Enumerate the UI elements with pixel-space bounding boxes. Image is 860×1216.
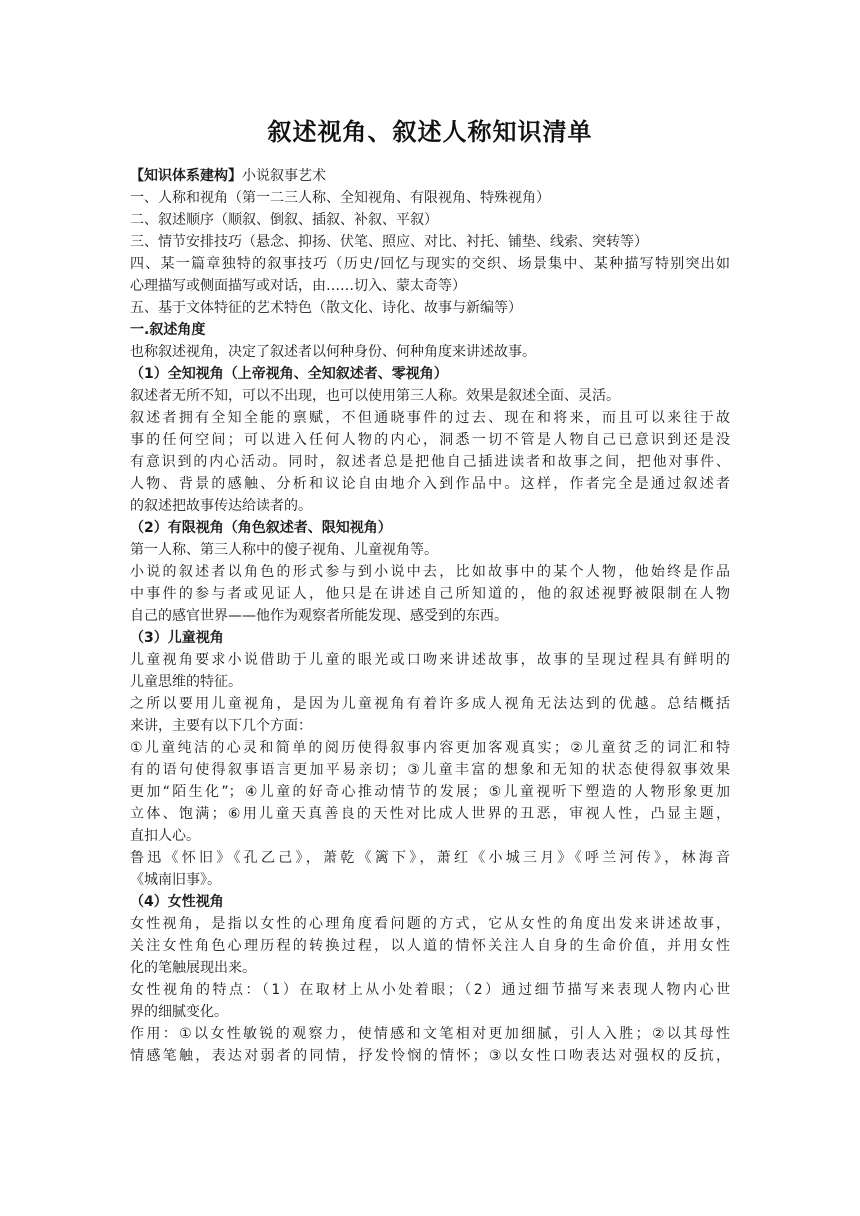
female-line: 情感笔触，表达对弱者的同情，抒发怜悯的情怀；③以女性口吻表达对强权的反抗， [130, 1048, 730, 1064]
outline-item: 心理描写或侧面描写或对话，由……切入、蒙太奇等） [130, 278, 466, 294]
document-body [130, 165, 730, 1067]
limited-line: 自己的感官世界——他作为观察者所能发现、感受到的东西。 [130, 608, 508, 624]
child-line: 更加“陌生化”；④儿童的好奇心推动情节的发展；⑤儿童视听下塑造的人物形象更加 [130, 784, 730, 800]
omniscient-line: 事的任何空间；可以进入任何人物的内心，洞悉一切不管是人物自己已意识到还是没 [130, 432, 730, 448]
female-line: 界的细腻变化。 [130, 1004, 228, 1020]
omniscient-line: 叙述者拥有全知全能的禀赋，不但通晓事件的过去、现在和将来，而且可以来往于故 [130, 410, 730, 426]
omniscient-heading: （1）全知视角（上帝视角、全知叙述者、零视角） [130, 366, 448, 382]
omniscient-line: 有意识到的内心活动。同时，叙述者总是把他自己插进读者和故事之间，把他对事件、 [130, 454, 730, 470]
child-line: 儿童思维的特征。 [130, 674, 242, 690]
intro-line [130, 165, 730, 187]
female-line: 关注女性角色心理历程的转换过程，以人道的情怀关注人自身的生命价值，并用女性 [130, 938, 730, 954]
limited-line: 中事件的参与者或见证人，他只是在讲述自己所知道的，他的叙述视野被限制在人物 [130, 586, 730, 602]
child-line: 直扣人心。 [130, 828, 200, 844]
limited-line: 第一人称、第三人称中的傻子视角、儿童视角等。 [130, 542, 438, 558]
female-line: 化的笔触展现出来。 [130, 960, 256, 976]
child-line: 儿童视角要求小说借助于儿童的眼光或口吻来讲述故事，故事的呈现过程具有鲜明的 [130, 652, 730, 668]
omniscient-line: 人物、背景的感触、分析和议论自由地介入到作品中。这样，作者完全是通过叙述者 [130, 476, 730, 492]
child-line: ①儿童纯洁的心灵和简单的阅历使得叙事内容更加客观真实；②儿童贫乏的词汇和特 [130, 740, 730, 756]
outline-item: 一、人称和视角（第一二三人称、全知视角、有限视角、特殊视角） [130, 190, 550, 206]
document-title: 叙述视角、叙述人称知识清单 [267, 118, 593, 146]
section-definition: 也称叙述视角，决定了叙述者以何种身份、何种角度来讲述故事。 [130, 344, 536, 360]
omniscient-line: 的叙述把故事传达给读者的。 [130, 498, 312, 514]
child-line: 之所以要用儿童视角，是因为儿童视角有着许多成人视角无法达到的优越。总结概括 [130, 696, 730, 712]
child-line: 立体、饱满；⑥用儿童天真善良的天性对比成人世界的丑恶，审视人性，凸显主题， [130, 806, 730, 822]
limited-line: 小说的叙述者以角色的形式参与到小说中去，比如故事中的某个人物，他始终是作品 [130, 564, 730, 580]
child-line: 来讲，主要有以下几个方面： [130, 718, 312, 734]
child-heading: （3）儿童视角 [130, 630, 224, 646]
female-line: 作用：①以女性敏锐的观察力，使情感和文笔相对更加细腻，引人入胜；②以其母性 [130, 1026, 730, 1042]
female-line: 女性视角的特点：（1）在取材上从小处着眼；（2）通过细节描写来表现人物内心世 [130, 982, 730, 998]
intro-text: 小说叙事艺术 [242, 168, 326, 184]
intro-label: 【知识体系建构】 [130, 168, 242, 184]
omniscient-line: 叙述者无所不知，可以不出现，也可以使用第三人称。效果是叙述全面、灵活。 [130, 388, 620, 404]
section-heading: 一.叙述角度 [130, 322, 206, 338]
female-heading: （4）女性视角 [130, 894, 224, 910]
female-line: 女性视角，是指以女性的心理角度看问题的方式，它从女性的角度出发来讲述故事， [130, 916, 730, 932]
outline-item: 二、叙述顺序（顺叙、倒叙、插叙、补叙、平叙） [130, 212, 438, 228]
child-line: 《城南旧事》。 [130, 872, 221, 888]
limited-heading: （2）有限视角（角色叙述者、限知视角） [130, 520, 392, 536]
outline-item: 三、情节安排技巧（悬念、抑扬、伏笔、照应、对比、衬托、铺垫、线索、突转等） [130, 234, 648, 250]
outline-item: 四、某一篇章独特的叙事技巧（历史/回忆与现实的交织、场景集中、某种描写特别突出如 [130, 256, 730, 272]
child-line: 鲁迅《怀旧》《孔乙己》，萧乾《篱下》，萧红《小城三月》《呼兰河传》，林海音 [130, 850, 730, 866]
child-line: 有的语句使得叙事语言更加平易亲切；③儿童丰富的想象和无知的状态使得叙事效果 [130, 762, 730, 778]
outline-item: 五、基于文体特征的艺术特色（散文化、诗化、故事与新编等） [130, 300, 522, 316]
